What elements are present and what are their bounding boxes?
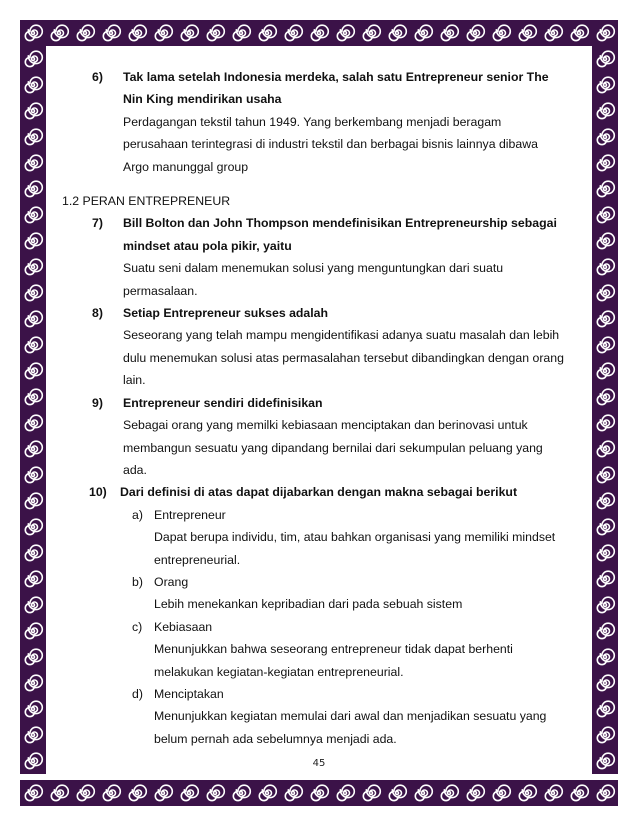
spiral-ornament-icon xyxy=(332,780,358,806)
spiral-ornament-icon xyxy=(20,228,46,254)
spiral-ornament-icon xyxy=(540,780,566,806)
spiral-ornament-icon xyxy=(592,46,618,72)
page-border-left xyxy=(20,46,46,780)
spiral-ornament-icon xyxy=(176,20,202,46)
spiral-ornament-icon xyxy=(358,780,384,806)
list-item xyxy=(62,481,562,503)
item-body-line: ada. xyxy=(123,462,147,477)
item-number: 10) xyxy=(89,485,107,500)
page-border-right xyxy=(592,46,618,780)
spiral-ornament-icon xyxy=(202,20,228,46)
spiral-ornament-icon xyxy=(592,722,618,748)
subitem-term: Kebiasaan xyxy=(154,619,213,634)
spiral-ornament-icon xyxy=(306,780,332,806)
spiral-ornament-icon xyxy=(592,696,618,722)
item-title-line: mindset atau pola pikir, yaitu xyxy=(123,238,292,253)
subitem-term: Entrepreneur xyxy=(154,507,226,522)
spiral-ornament-icon xyxy=(592,72,618,98)
subitem-desc-line: Menunjukkan bahwa seseorang entrepreneur tidak dapat berhenti xyxy=(154,642,513,657)
spiral-ornament-icon xyxy=(20,358,46,384)
spiral-ornament-icon xyxy=(592,332,618,358)
spiral-ornament-icon xyxy=(20,176,46,202)
list-item xyxy=(62,302,562,392)
sub-list-item xyxy=(62,504,562,571)
spiral-ornament-icon xyxy=(592,98,618,124)
item-body-line: Suatu seni dalam menemukan solusi yang menguntungkan dari suatu xyxy=(123,261,504,276)
spiral-ornament-icon xyxy=(20,644,46,670)
spiral-ornament-icon xyxy=(98,20,124,46)
spiral-ornament-icon xyxy=(20,280,46,306)
section-heading: 1.2 PERAN ENTREPRENEUR xyxy=(62,194,231,209)
spiral-ornament-icon xyxy=(462,20,488,46)
spiral-ornament-icon xyxy=(410,780,436,806)
spiral-ornament-icon xyxy=(592,202,618,228)
item-body-line: membangun sesuatu yang dipandang bernilai dari sekumpulan peluang yang xyxy=(123,440,543,455)
spiral-ornament-icon xyxy=(592,384,618,410)
spiral-ornament-icon xyxy=(592,436,618,462)
spiral-ornament-icon xyxy=(20,670,46,696)
spiral-ornament-icon xyxy=(592,254,618,280)
spiral-ornament-icon xyxy=(20,566,46,592)
spiral-ornament-icon xyxy=(592,410,618,436)
spiral-ornament-icon xyxy=(592,592,618,618)
spiral-ornament-icon xyxy=(20,488,46,514)
item-title-line: Setiap Entrepreneur sukses adalah xyxy=(123,306,329,321)
item-number: 7) xyxy=(92,216,103,231)
spiral-ornament-icon xyxy=(384,20,410,46)
spiral-ornament-icon xyxy=(358,20,384,46)
subitem-desc-line: melakukan kegiatan-kegiatan entrepreneurial. xyxy=(154,664,404,679)
spiral-ornament-icon xyxy=(176,780,202,806)
subitem-desc-line: Lebih menekankan kepribadian dari pada sebuah sistem xyxy=(154,597,463,612)
item-title-line: Tak lama setelah Indonesia merdeka, salah satu Entrepreneur senior The xyxy=(123,70,549,84)
spiral-ornament-icon xyxy=(20,436,46,462)
spiral-ornament-icon xyxy=(20,254,46,280)
spiral-ornament-icon xyxy=(566,20,592,46)
document-body xyxy=(62,66,562,750)
item-body-line: perusahaan terintegrasi di industri tekstil dan berbagai bisnis lainnya dibawa xyxy=(123,137,538,152)
page-border-bottom xyxy=(20,780,618,806)
subitem-desc-line: Menunjukkan kegiatan memulai dari awal dan menjadikan sesuatu yang xyxy=(154,709,547,724)
spiral-ornament-icon xyxy=(592,280,618,306)
spiral-ornament-icon xyxy=(592,488,618,514)
spiral-ornament-icon xyxy=(592,540,618,566)
item-body-line: Sebagai orang yang memilki kebiasaan menciptakan dan berinovasi untuk xyxy=(123,418,528,433)
spiral-ornament-icon xyxy=(20,306,46,332)
subitem-desc-line: Dapat berupa individu, tim, atau bahkan organisasi yang memiliki mindset xyxy=(154,530,556,545)
spiral-ornament-icon xyxy=(20,514,46,540)
spiral-ornament-icon xyxy=(124,780,150,806)
spiral-ornament-icon xyxy=(254,780,280,806)
spiral-ornament-icon xyxy=(384,780,410,806)
spiral-ornament-icon xyxy=(20,72,46,98)
item-body-line: Seseorang yang telah mampu mengidentifikasi adanya suatu masalah dan lebih xyxy=(123,328,560,343)
list-item xyxy=(62,66,562,178)
spiral-ornament-icon xyxy=(228,20,254,46)
subitem-label: c) xyxy=(132,619,143,634)
spiral-ornament-icon xyxy=(150,20,176,46)
subitem-term: Menciptakan xyxy=(154,686,224,701)
subitem-desc-line: belum pernah ada sebelumnya menjadi ada. xyxy=(154,731,397,746)
spiral-ornament-icon xyxy=(540,20,566,46)
item-body-line: Perdagangan tekstil tahun 1949. Yang berkembang menjadi beragam xyxy=(123,114,502,129)
spiral-ornament-icon xyxy=(592,306,618,332)
spiral-ornament-icon xyxy=(20,410,46,436)
item-number: 9) xyxy=(92,395,103,410)
spiral-ornament-icon xyxy=(410,20,436,46)
spiral-ornament-icon xyxy=(436,20,462,46)
spiral-ornament-icon xyxy=(592,462,618,488)
spiral-ornament-icon xyxy=(228,780,254,806)
spiral-ornament-icon xyxy=(46,780,72,806)
spiral-ornament-icon xyxy=(592,358,618,384)
spiral-ornament-icon xyxy=(20,540,46,566)
subitem-label: b) xyxy=(132,574,143,589)
subitem-label: d) xyxy=(132,686,143,701)
spiral-ornament-icon xyxy=(514,780,540,806)
list-item xyxy=(62,212,562,302)
subitem-label: a) xyxy=(132,507,143,522)
spiral-ornament-icon xyxy=(20,780,46,806)
item-title-line: Nin King mendirikan usaha xyxy=(123,92,282,107)
spiral-ornament-icon xyxy=(488,20,514,46)
sub-list-item xyxy=(62,683,562,750)
item-number: 8) xyxy=(92,306,103,321)
spiral-ornament-icon xyxy=(592,176,618,202)
spiral-ornament-icon xyxy=(20,722,46,748)
item-body-line: Argo manunggal group xyxy=(123,159,249,174)
spiral-ornament-icon xyxy=(72,20,98,46)
spiral-ornament-icon xyxy=(280,20,306,46)
spiral-ornament-icon xyxy=(306,20,332,46)
spiral-ornament-icon xyxy=(592,670,618,696)
page-border-top xyxy=(20,20,618,46)
spiral-ornament-icon xyxy=(592,20,618,46)
spiral-ornament-icon xyxy=(20,20,46,46)
sub-list-item xyxy=(62,616,562,683)
subitem-desc-line: entrepreneurial. xyxy=(154,552,241,567)
spiral-ornament-icon xyxy=(150,780,176,806)
spiral-ornament-icon xyxy=(462,780,488,806)
spiral-ornament-icon xyxy=(46,20,72,46)
item-body-line: lain. xyxy=(123,373,146,388)
spiral-ornament-icon xyxy=(20,332,46,358)
spiral-ornament-icon xyxy=(592,228,618,254)
item-body-line: dulu menemukan solusi atas permasalahan tersebut dibandingkan dengan orang xyxy=(123,350,564,365)
spiral-ornament-icon xyxy=(592,644,618,670)
spiral-ornament-icon xyxy=(20,98,46,124)
spiral-ornament-icon xyxy=(514,20,540,46)
item-title-line: Bill Bolton dan John Thompson mendefinisikan Entrepreneurship sebagai xyxy=(123,216,557,231)
spiral-ornament-icon xyxy=(436,780,462,806)
spiral-ornament-icon xyxy=(592,150,618,176)
spiral-ornament-icon xyxy=(280,780,306,806)
spiral-ornament-icon xyxy=(566,780,592,806)
spiral-ornament-icon xyxy=(592,514,618,540)
spiral-ornament-icon xyxy=(20,592,46,618)
spiral-ornament-icon xyxy=(20,384,46,410)
spiral-ornament-icon xyxy=(592,566,618,592)
spiral-ornament-icon xyxy=(98,780,124,806)
spiral-ornament-icon xyxy=(20,46,46,72)
list-item xyxy=(62,392,562,482)
spiral-ornament-icon xyxy=(254,20,280,46)
spiral-ornament-icon xyxy=(488,780,514,806)
spiral-ornament-icon xyxy=(592,124,618,150)
subitem-term: Orang xyxy=(154,574,189,589)
spiral-ornament-icon xyxy=(72,780,98,806)
item-body-line: permasalaan. xyxy=(123,283,198,298)
spiral-ornament-icon xyxy=(20,124,46,150)
spiral-ornament-icon xyxy=(20,150,46,176)
spiral-ornament-icon xyxy=(20,696,46,722)
spiral-ornament-icon xyxy=(592,780,618,806)
spiral-ornament-icon xyxy=(592,618,618,644)
spiral-ornament-icon xyxy=(202,780,228,806)
spiral-ornament-icon xyxy=(332,20,358,46)
spiral-ornament-icon xyxy=(20,202,46,228)
spiral-ornament-icon xyxy=(20,618,46,644)
page-number: 45 xyxy=(312,758,326,769)
item-title-line: Entrepreneur sendiri didefinisikan xyxy=(123,395,323,410)
item-title-line: Dari definisi di atas dapat dijabarkan dengan makna sebagai berikut xyxy=(120,485,518,500)
sub-list-item xyxy=(62,571,562,616)
spiral-ornament-icon xyxy=(124,20,150,46)
item-number: 6) xyxy=(92,70,103,84)
spiral-ornament-icon xyxy=(20,462,46,488)
